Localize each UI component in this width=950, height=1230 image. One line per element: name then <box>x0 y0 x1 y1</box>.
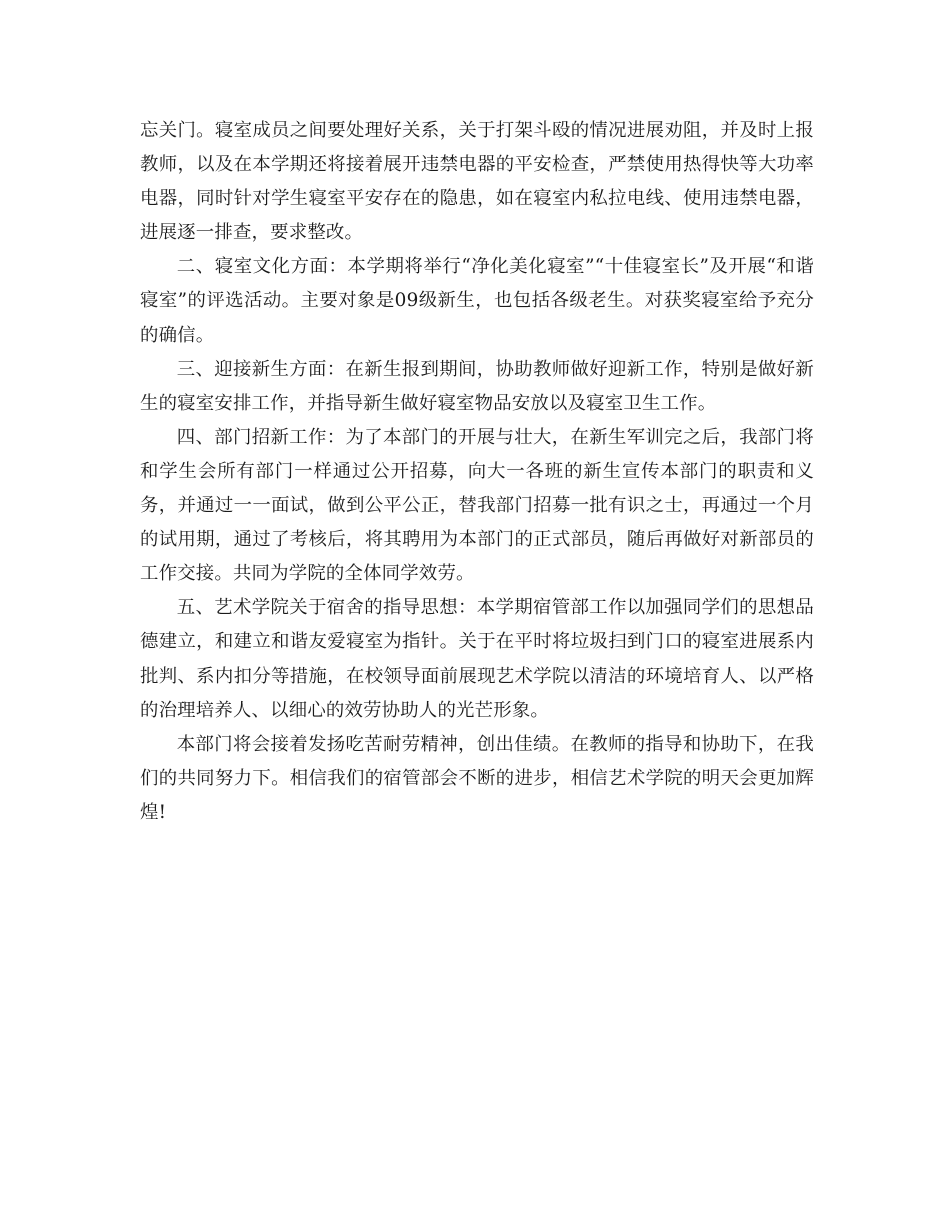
document-body <box>140 114 814 830</box>
paragraph-guiding-principle: 五、艺术学院关于宿舍的指导思想：本学期宿管部工作以加强同学们的思想品德建立，和建立和谐友爱寝室为指针。关于在平时将垃圾扫到门口的寝室进展系内批判、系内扣分等措施，在校领导面前展现艺术学院以清洁的环境培育人、以严格的治理培养人、以细心的效劳协助人的光芒形象。 <box>140 597 814 721</box>
paragraph-new-students: 三、迎接新生方面：在新生报到期间，协助教师做好迎新工作，特别是做好新生的寝室安排工作，并指导新生做好寝室物品安放以及寝室卫生工作。 <box>140 358 814 414</box>
paragraph-dorm-culture: 二、寝室文化方面：本学期将举行“净化美化寝室”“十佳寝室长”及开展“和谐寝室”的评选活动。主要对象是09级新生，也包括各级老生。对获奖寝室给予充分的确信。 <box>140 256 814 346</box>
paragraph-continuation: 忘关门。寝室成员之间要处理好关系，关于打架斗殴的情况进展劝阻，并及时上报教师，以及在本学期还将接着展开违禁电器的平安检查，严禁使用热得快等大功率电器，同时针对学生寝室平安存在的隐患，如在寝室内私拉电线、使用违禁电器，进展逐一排查，要求整改。 <box>140 120 814 244</box>
paragraph-recruitment: 四、部门招新工作：为了本部门的开展与壮大，在新生军训完之后，我部门将和学生会所有部门一样通过公开招募，向大一各班的新生宣传本部门的职责和义务，并通过一一面试，做到公平公正，替我部门招募一批有识之士，再通过一个月的试用期，通过了考核后，将其聘用为本部门的正式部员，随后再做好对新部员的工作交接。共同为学院的全体同学效劳。 <box>140 426 814 585</box>
paragraph-closing: 本部门将会接着发扬吃苦耐劳精神，创出佳绩。在教师的指导和协助下，在我们的共同努力下。相信我们的宿管部会不断的进步，相信艺术学院的明天会更加辉煌! <box>140 733 814 823</box>
